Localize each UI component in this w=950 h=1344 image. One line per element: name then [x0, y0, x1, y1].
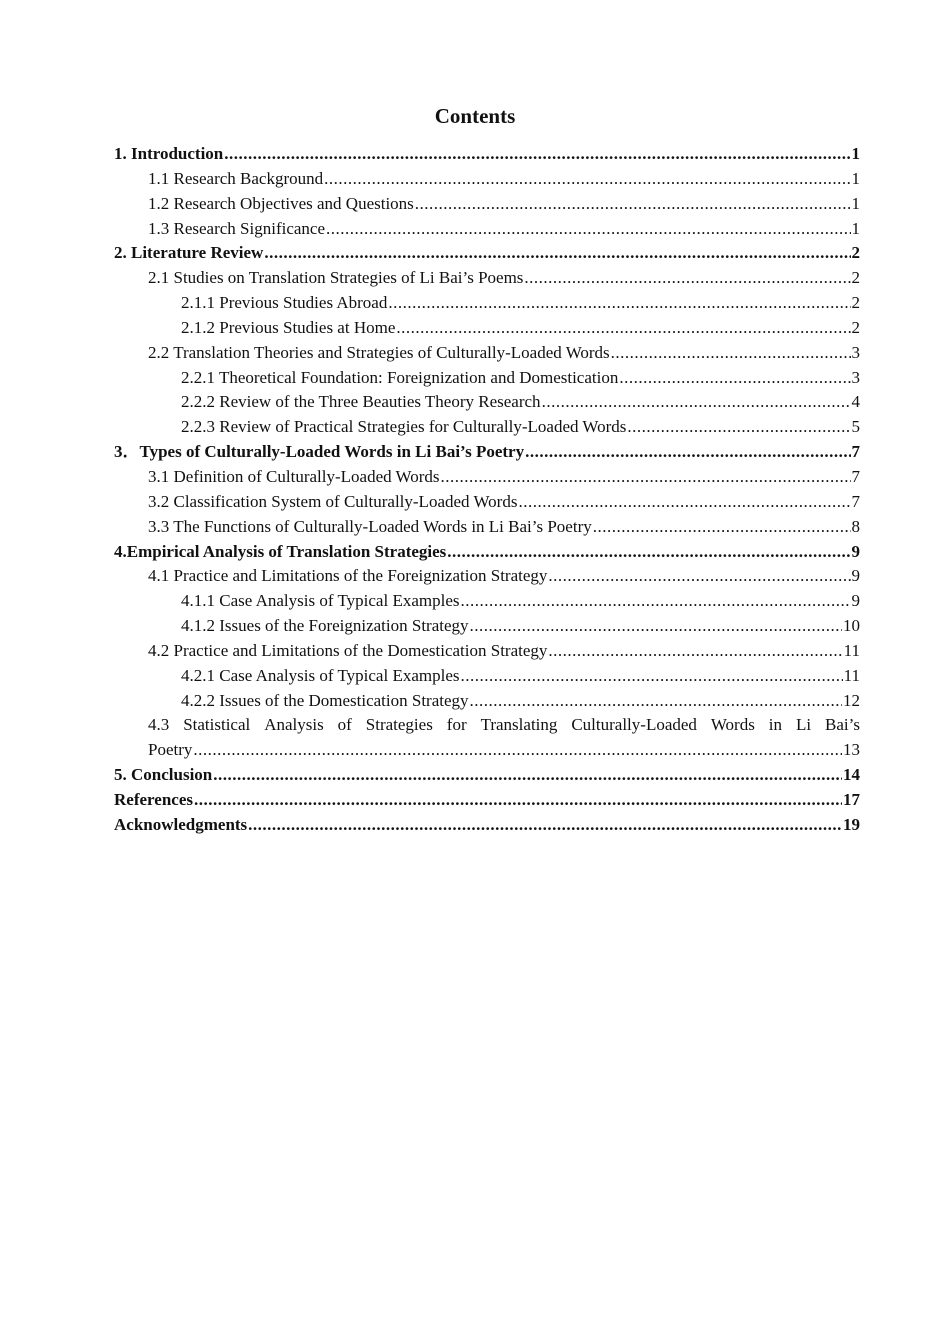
toc-entry-label: 4.2.1 Case Analysis of Typical Examples — [181, 665, 460, 685]
toc-entry[interactable] — [114, 490, 860, 515]
dot-leader — [447, 540, 850, 565]
toc-page-number: 5 — [851, 417, 860, 437]
toc-entry[interactable] — [114, 341, 860, 366]
toc-entry-continuation[interactable] — [114, 738, 860, 763]
toc-entry[interactable] — [114, 465, 860, 490]
dot-leader — [460, 589, 850, 614]
toc-entry-label: 4.2 Practice and Limitations of the Domestication Strategy — [148, 640, 548, 660]
toc-entry-label: 1.3 Research Significance — [148, 218, 326, 238]
dot-leader — [518, 490, 850, 515]
toc-entry[interactable] — [114, 788, 860, 813]
toc-entry-label: 2.1.1 Previous Studies Abroad — [181, 293, 388, 313]
toc-page-number: 2 — [851, 243, 860, 263]
toc-page-number: 11 — [843, 640, 860, 660]
toc-page-number: 9 — [851, 566, 860, 586]
dot-leader — [224, 142, 850, 167]
toc-entry[interactable] — [114, 515, 860, 540]
dot-leader — [593, 515, 851, 540]
toc-entry-label: References — [114, 789, 193, 809]
toc-entry[interactable] — [114, 142, 860, 167]
toc-entry-label: 2.2.3 Review of Practical Strategies for Culturally-Loaded Words — [181, 417, 627, 437]
dot-leader — [213, 763, 842, 788]
toc-entry-label: 1. Introduction — [114, 144, 224, 163]
page-title: Contents — [434, 104, 516, 128]
toc-entry-label: 2.2.1 Theoretical Foundation: Foreignization and Domestication — [181, 367, 619, 387]
toc-entry[interactable] — [114, 316, 860, 341]
toc-entry[interactable] — [114, 614, 860, 639]
toc-page-number: 11 — [843, 665, 860, 685]
toc-entry[interactable] — [114, 689, 860, 714]
toc-entry[interactable] — [114, 763, 860, 788]
toc-entry[interactable] — [114, 713, 860, 738]
dot-leader — [619, 366, 850, 391]
toc-entry[interactable] — [114, 440, 860, 465]
dot-leader — [396, 316, 850, 341]
dot-leader — [388, 291, 850, 316]
toc-entry-label: 2.2 Translation Theories and Strategies of Culturally-Loaded Words — [148, 342, 610, 362]
dot-leader — [324, 167, 850, 192]
toc-entry[interactable] — [114, 266, 860, 291]
toc-page-number: 8 — [851, 516, 860, 536]
toc-page-number: 2 — [851, 293, 860, 313]
toc-page-number: 1 — [851, 218, 860, 238]
toc-entry[interactable] — [114, 589, 860, 614]
toc-entry-label: Acknowledgments — [114, 814, 248, 834]
toc-entry-label: 1.2 Research Objectives and Questions — [148, 193, 414, 213]
dot-leader — [525, 440, 850, 465]
toc-page-number: 19 — [843, 814, 860, 834]
toc-entry[interactable] — [114, 664, 860, 689]
toc-entry[interactable] — [114, 540, 860, 565]
dot-leader — [548, 564, 850, 589]
toc-entry[interactable] — [114, 390, 860, 415]
toc-page-number: 13 — [843, 740, 860, 760]
dot-leader — [548, 639, 842, 664]
toc-page-number: 9 — [851, 591, 860, 611]
toc-entry[interactable] — [114, 564, 860, 589]
toc-page-number: 1 — [851, 193, 860, 213]
dot-leader — [264, 241, 850, 266]
toc-entry-label: 3．Types of Culturally-Loaded Words in Li Bai’s Poetry — [114, 442, 525, 462]
toc-entry[interactable] — [114, 366, 860, 391]
toc-entry[interactable] — [114, 813, 860, 838]
toc-page-number: 4 — [851, 392, 860, 412]
toc-entry[interactable] — [114, 167, 860, 192]
toc-entry-label: 3.2 Classification System of Culturally-Loaded Words — [148, 491, 518, 511]
dot-leader — [415, 192, 851, 217]
dot-leader — [524, 266, 850, 291]
table-of-contents — [114, 142, 860, 838]
toc-page-number: 1 — [851, 168, 860, 188]
toc-entry-label: 2.1.2 Previous Studies at Home — [181, 317, 396, 337]
toc-entry-label: 3.1 Definition of Culturally-Loaded Words — [148, 466, 440, 486]
toc-page-number: 7 — [851, 466, 860, 486]
toc-entry-label: 4.1.2 Issues of the Foreignization Strategy — [181, 616, 469, 636]
dot-leader — [326, 217, 850, 242]
toc-entry-label: 5. Conclusion — [114, 765, 213, 785]
toc-page-number: 7 — [851, 491, 860, 511]
toc-entry-label: 2.2.2 Review of the Three Beauties Theory Research — [181, 392, 541, 412]
toc-page-number: 14 — [843, 765, 860, 785]
toc-entry[interactable] — [114, 415, 860, 440]
toc-entry-label: Poetry — [148, 740, 193, 760]
toc-entry[interactable] — [114, 241, 860, 266]
toc-entry-label: 3.3 The Functions of Culturally-Loaded Words in Li Bai’s Poetry — [148, 516, 592, 536]
toc-page-number: 3 — [851, 367, 860, 387]
toc-entry-label: 2.1 Studies on Translation Strategies of Li Bai’s Poems — [148, 268, 524, 288]
toc-entry[interactable] — [114, 639, 860, 664]
dot-leader — [611, 341, 851, 366]
dot-leader — [470, 614, 842, 639]
toc-entry-label: 4.1 Practice and Limitations of the Foreignization Strategy — [148, 566, 548, 586]
toc-entry-label: 4.2.2 Issues of the Domestication Strategy — [181, 690, 469, 710]
dot-leader — [193, 738, 842, 763]
toc-page-number: 9 — [851, 541, 860, 561]
dot-leader — [470, 689, 842, 714]
toc-entry[interactable] — [114, 291, 860, 316]
toc-entry[interactable] — [114, 192, 860, 217]
toc-entry-label: 1.1 Research Background — [148, 168, 324, 188]
toc-page-number: 10 — [843, 616, 860, 636]
toc-entry[interactable] — [114, 217, 860, 242]
toc-page-number: 3 — [851, 342, 860, 362]
dot-leader — [460, 664, 842, 689]
dot-leader — [542, 390, 851, 415]
toc-page-number: 2 — [851, 268, 860, 288]
toc-entry-label: 2. Literature Review — [114, 243, 264, 263]
dot-leader — [627, 415, 850, 440]
toc-entry-label: 4.Empirical Analysis of Translation Strategies — [114, 541, 447, 561]
toc-page-number: 7 — [851, 442, 860, 462]
toc-entry-label: 4.1.1 Case Analysis of Typical Examples — [181, 591, 460, 611]
toc-page-number: 17 — [843, 789, 860, 809]
dot-leader — [194, 788, 842, 813]
toc-entry-label: 4.3 Statistical Analysis of Strategies for Translating Culturally-Loaded Words in Li Bai’s — [148, 715, 860, 735]
toc-page-number: 1 — [851, 144, 860, 163]
dot-leader — [441, 465, 851, 490]
toc-page-number: 12 — [843, 690, 860, 710]
toc-page-number: 2 — [851, 317, 860, 337]
dot-leader — [248, 813, 842, 838]
